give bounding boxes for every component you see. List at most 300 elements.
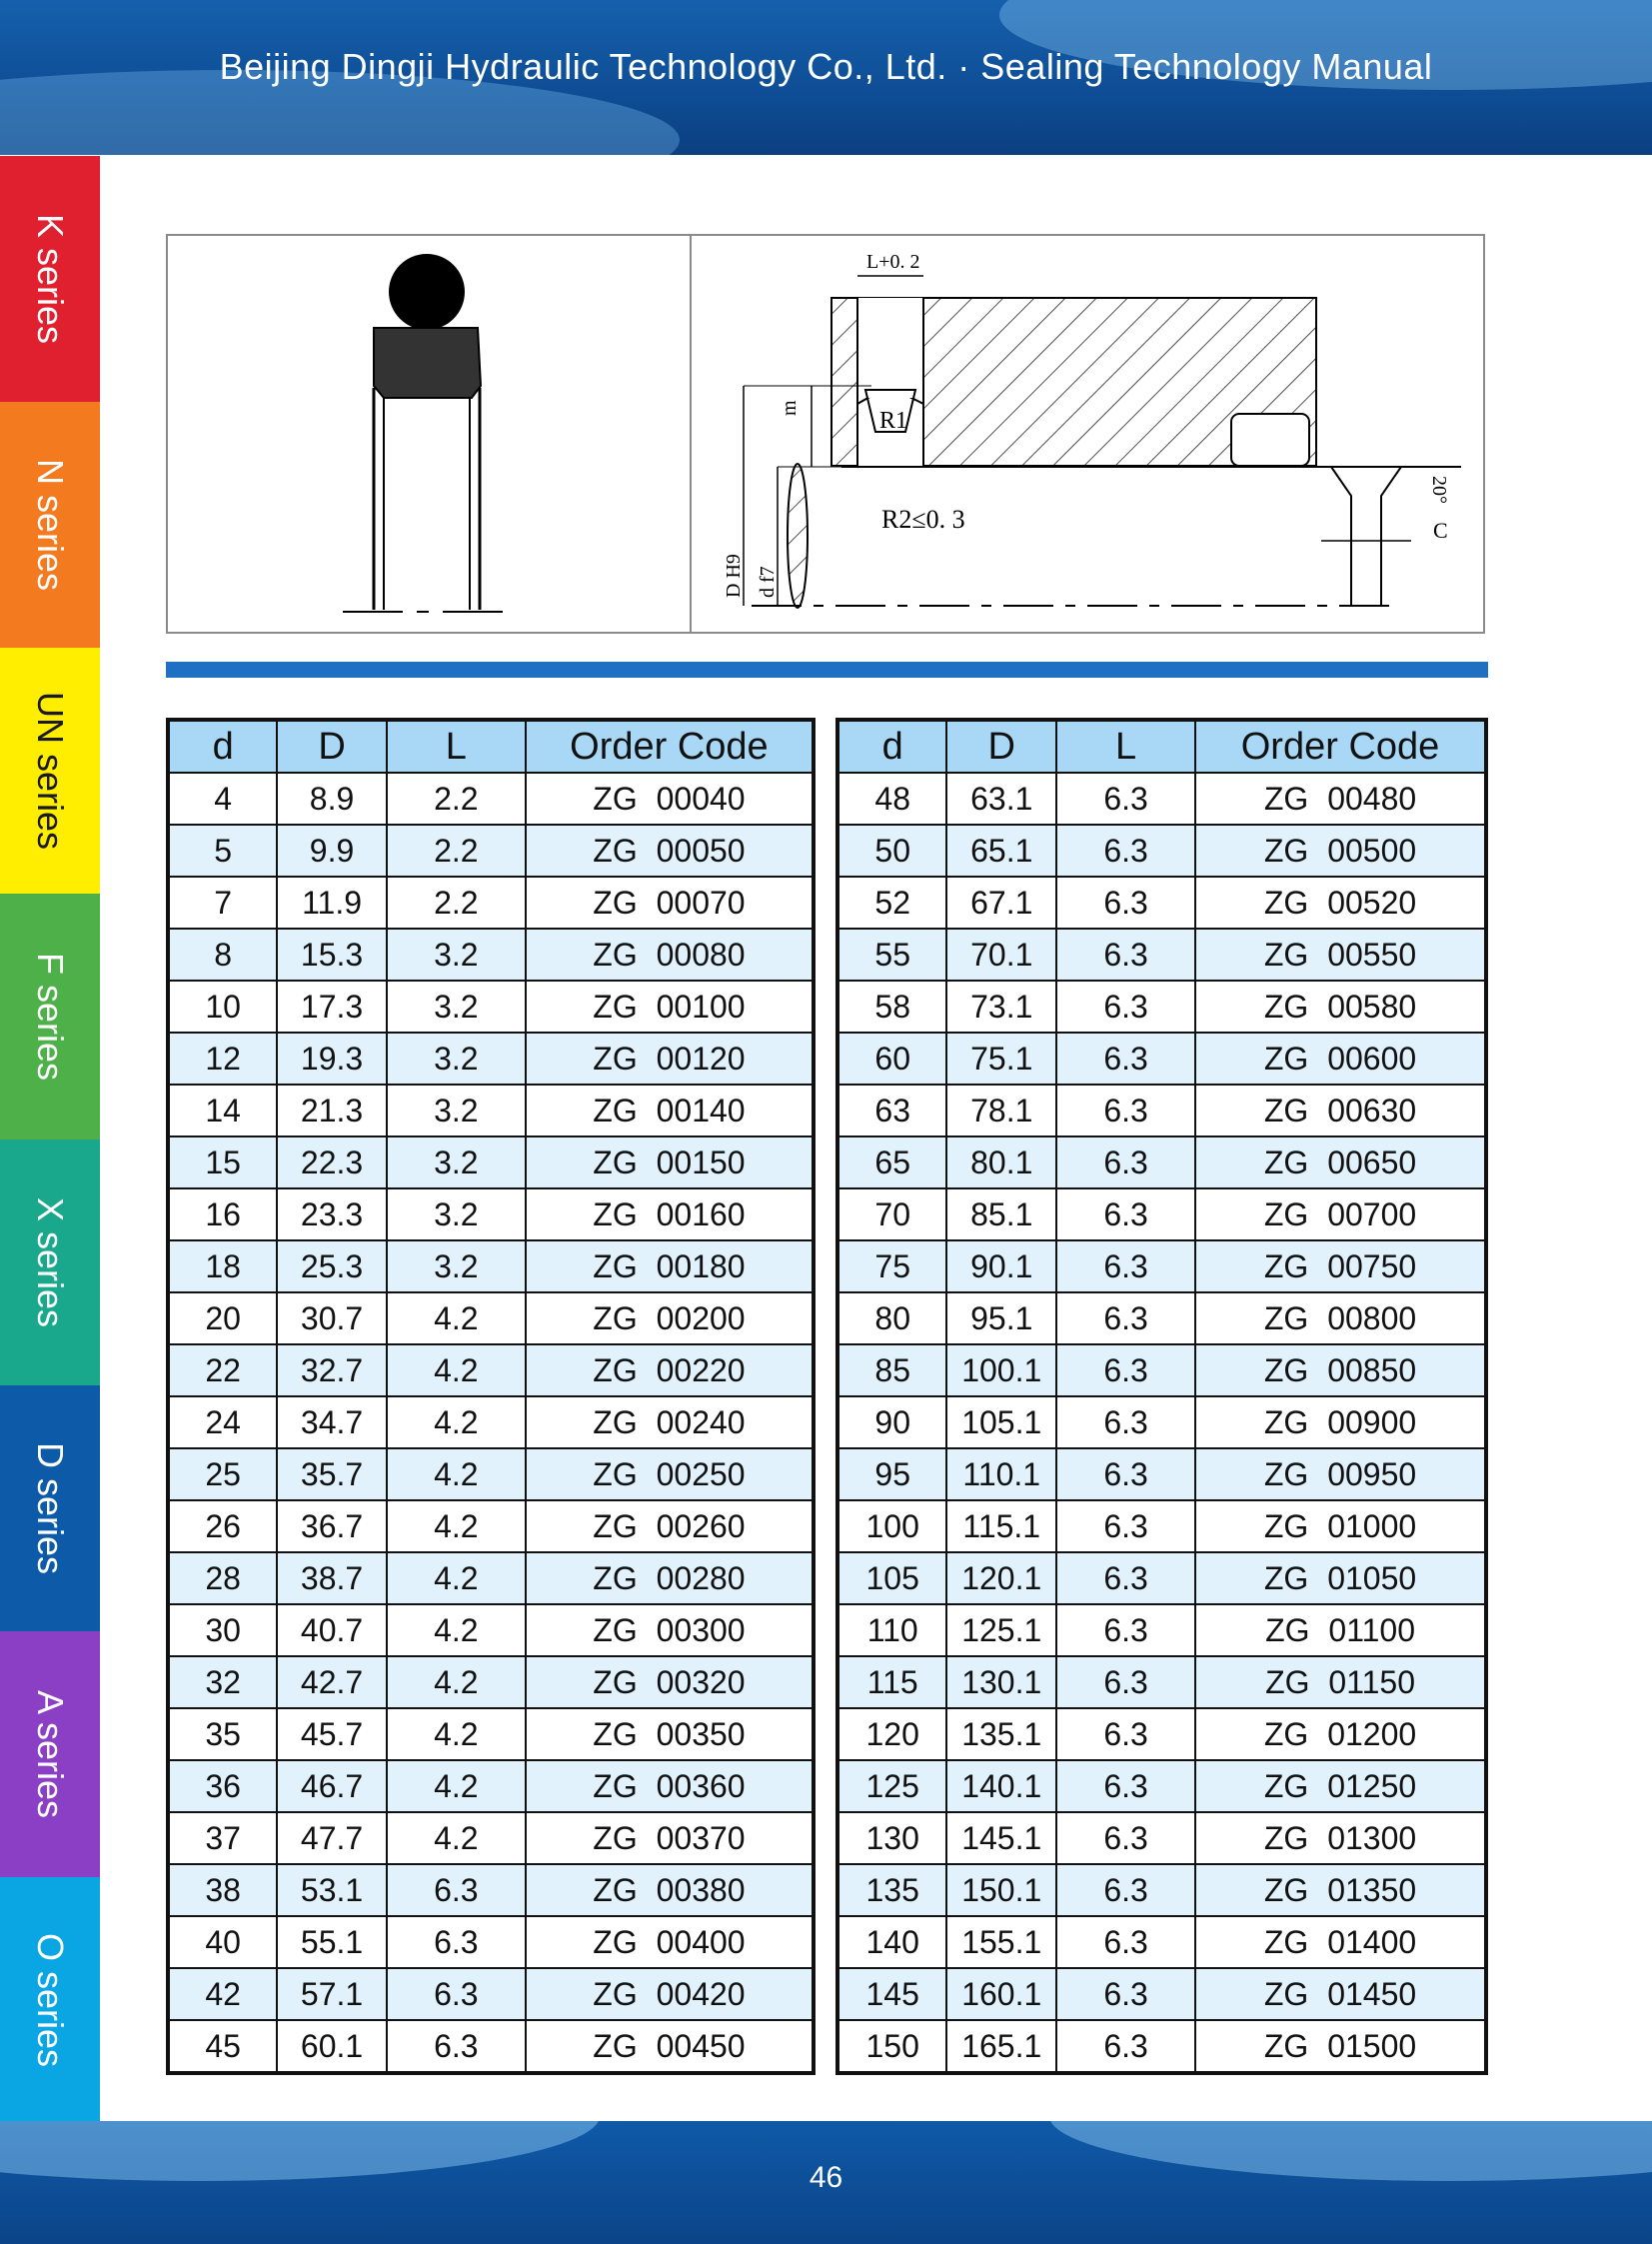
cell-order-code: ZG 00100 [526,981,814,1033]
header-D: D [946,720,1056,773]
table-row [837,2020,1486,2073]
cell-d: 38 [168,1864,277,1916]
cell-order-code: ZG 01350 [1195,1864,1486,1916]
table-row [168,773,814,825]
table-row [837,1033,1486,1085]
groove-drawing [692,236,1483,632]
cell-L: 6.3 [387,2020,526,2073]
cell-d: 85 [837,1344,946,1396]
chamfer [1331,467,1401,606]
seal-profile-drawing [168,236,688,632]
page-number: 46 [809,2161,843,2194]
cell-D: 155.1 [946,1916,1056,1968]
cell-order-code: ZG 00420 [526,1968,814,2020]
rod-section [788,464,808,608]
cell-d: 125 [837,1760,946,1812]
cell-d: 25 [168,1448,277,1500]
cell-L: 6.3 [1056,1604,1195,1656]
dimensions-table-right [835,718,1488,2075]
cell-order-code: ZG 00370 [526,1812,814,1864]
groove-slot [857,298,923,398]
series-tab[interactable] [0,1139,100,1385]
label-R1: R1 [879,408,908,434]
table-row [837,1968,1486,2020]
table-row [168,1344,814,1396]
header-d: d [837,720,946,773]
table-row [168,1448,814,1500]
cell-D: 110.1 [946,1448,1056,1500]
cell-D: 45.7 [277,1708,387,1760]
table-row [168,1292,814,1344]
cell-L: 6.3 [1056,1085,1195,1136]
cell-D: 46.7 [277,1760,387,1812]
cell-L: 6.3 [1056,2020,1195,2073]
cell-L: 2.2 [387,773,526,825]
table-row [168,1916,814,1968]
cell-d: 42 [168,1968,277,2020]
cell-L: 2.2 [387,825,526,877]
cell-L: 6.3 [1056,1656,1195,1708]
header-order-code: Order Code [1195,720,1486,773]
cell-D: 140.1 [946,1760,1056,1812]
cell-D: 150.1 [946,1864,1056,1916]
cell-L: 6.3 [1056,1396,1195,1448]
cell-d: 12 [168,1033,277,1085]
header-d: d [168,720,277,773]
cell-L: 6.3 [1056,1916,1195,1968]
second-groove [1231,414,1309,466]
cell-D: 130.1 [946,1656,1056,1708]
cell-order-code: ZG 00160 [526,1188,814,1240]
cell-d: 60 [837,1033,946,1085]
series-tab-label: X series [30,1196,72,1328]
seal-diagram [166,234,1485,634]
cell-L: 3.2 [387,1188,526,1240]
label-R2: R2≤0. 3 [881,505,965,534]
header-title: Beijing Dingji Hydraulic Technology Co., Ltd. · Sealing Technology Manual [219,46,1433,87]
cell-D: 115.1 [946,1500,1056,1552]
cell-d: 65 [837,1136,946,1188]
cell-D: 21.3 [277,1085,387,1136]
cell-order-code: ZG 00200 [526,1292,814,1344]
cell-L: 6.3 [1056,1968,1195,2020]
table-row [837,1708,1486,1760]
seal-ring-section [374,328,481,398]
section-divider-bar [166,662,1488,678]
table-row [837,1448,1486,1500]
table-row [168,877,814,929]
table-row [168,1188,814,1240]
cell-order-code: ZG 00520 [1195,877,1486,929]
cell-L: 2.2 [387,877,526,929]
cell-L: 4.2 [387,1708,526,1760]
header-D: D [277,720,387,773]
table-row [168,825,814,877]
cell-D: 85.1 [946,1188,1056,1240]
cell-D: 60.1 [277,2020,387,2073]
page-header [0,0,1652,155]
cell-D: 105.1 [946,1396,1056,1448]
cell-d: 120 [837,1708,946,1760]
cell-d: 10 [168,981,277,1033]
cell-D: 67.1 [946,877,1056,929]
series-tab-label: UN series [30,691,71,851]
cell-D: 11.9 [277,877,387,929]
table-row [837,1240,1486,1292]
cell-order-code: ZG 01000 [1195,1500,1486,1552]
cell-d: 30 [168,1604,277,1656]
cell-order-code: ZG 00380 [526,1864,814,1916]
table-row [837,1292,1486,1344]
table-row [168,929,814,981]
table-row [837,1760,1486,1812]
table-row [837,877,1486,929]
cell-d: 140 [837,1916,946,1968]
table-row [168,981,814,1033]
cell-L: 6.3 [1056,981,1195,1033]
cell-L: 6.3 [1056,1188,1195,1240]
cell-order-code: ZG 01500 [1195,2020,1486,2073]
cell-order-code: ZG 01150 [1195,1656,1486,1708]
cell-order-code: ZG 00050 [526,825,814,877]
table-row [168,1708,814,1760]
cell-order-code: ZG 00220 [526,1344,814,1396]
cell-L: 6.3 [387,1916,526,1968]
cell-d: 100 [837,1500,946,1552]
cell-d: 14 [168,1085,277,1136]
table-row [837,1344,1486,1396]
cell-order-code: ZG 00550 [1195,929,1486,981]
cell-L: 6.3 [1056,1708,1195,1760]
cell-D: 38.7 [277,1552,387,1604]
series-tab[interactable] [0,402,100,648]
table-row [837,1500,1486,1552]
cell-L: 6.3 [1056,1500,1195,1552]
cell-d: 135 [837,1864,946,1916]
cell-D: 100.1 [946,1344,1056,1396]
cell-order-code: ZG 00070 [526,877,814,929]
cell-L: 4.2 [387,1656,526,1708]
cell-order-code: ZG 00040 [526,773,814,825]
cell-order-code: ZG 00630 [1195,1085,1486,1136]
cell-order-code: ZG 00950 [1195,1448,1486,1500]
cell-order-code: ZG 00580 [1195,981,1486,1033]
cell-D: 95.1 [946,1292,1056,1344]
table-row [837,1604,1486,1656]
cell-order-code: ZG 00180 [526,1240,814,1292]
cell-d: 63 [837,1085,946,1136]
cell-D: 32.7 [277,1344,387,1396]
series-tab-label: K series [30,213,72,345]
table-row [837,1136,1486,1188]
series-tab[interactable] [0,1877,100,2123]
table-row [837,929,1486,981]
cell-D: 34.7 [277,1396,387,1448]
cell-d: 90 [837,1396,946,1448]
cell-L: 6.3 [1056,929,1195,981]
cell-D: 35.7 [277,1448,387,1500]
cell-order-code: ZG 01200 [1195,1708,1486,1760]
cell-L: 4.2 [387,1604,526,1656]
table-row [837,1552,1486,1604]
cell-order-code: ZG 00700 [1195,1188,1486,1240]
cell-L: 6.3 [1056,825,1195,877]
table-row [168,1085,814,1136]
cell-D: 70.1 [946,929,1056,981]
cell-D: 165.1 [946,2020,1056,2073]
cell-order-code: ZG 00900 [1195,1396,1486,1448]
cell-D: 75.1 [946,1033,1056,1085]
cell-D: 23.3 [277,1188,387,1240]
series-tab[interactable] [0,156,100,402]
series-tab-label: A series [30,1689,71,1819]
cell-order-code: ZG 00360 [526,1760,814,1812]
cell-order-code: ZG 00350 [526,1708,814,1760]
cell-d: 26 [168,1500,277,1552]
table-row [837,1085,1486,1136]
table-row [168,1240,814,1292]
cell-L: 6.3 [1056,1864,1195,1916]
cell-order-code: ZG 00280 [526,1552,814,1604]
cell-D: 22.3 [277,1136,387,1188]
cell-d: 75 [837,1240,946,1292]
cell-d: 95 [837,1448,946,1500]
cell-d: 18 [168,1240,277,1292]
cell-d: 115 [837,1656,946,1708]
cell-d: 105 [837,1552,946,1604]
cell-d: 48 [837,773,946,825]
series-tab[interactable] [0,648,100,894]
cell-d: 35 [168,1708,277,1760]
cell-L: 6.3 [1056,1344,1195,1396]
series-tab[interactable] [0,1631,100,1877]
cell-d: 130 [837,1812,946,1864]
table-row [168,1604,814,1656]
table-row [837,1188,1486,1240]
cell-order-code: ZG 00480 [1195,773,1486,825]
cell-d: 28 [168,1552,277,1604]
label-L: L+0. 2 [866,251,920,273]
cell-D: 40.7 [277,1604,387,1656]
table-row [837,1812,1486,1864]
cell-L: 6.3 [1056,877,1195,929]
series-tab-label: O series [30,1932,72,2068]
cell-D: 55.1 [277,1916,387,1968]
table-row [837,1656,1486,1708]
table-row [168,1760,814,1812]
cell-L: 6.3 [1056,773,1195,825]
cell-d: 55 [837,929,946,981]
table-header-row [837,720,1486,773]
cell-order-code: ZG 00120 [526,1033,814,1085]
cell-L: 4.2 [387,1500,526,1552]
cell-d: 16 [168,1188,277,1240]
table-row [837,1396,1486,1448]
page-footer [0,2121,1652,2244]
cell-L: 3.2 [387,1240,526,1292]
table-row [168,1968,814,2020]
cell-D: 19.3 [277,1033,387,1085]
label-m: m [779,400,801,416]
cell-d: 37 [168,1812,277,1864]
table-row [837,773,1486,825]
series-tab-label: F series [30,952,71,1082]
table-row [168,1656,814,1708]
cell-L: 4.2 [387,1344,526,1396]
table-row [168,1864,814,1916]
cell-L: 6.3 [1056,1240,1195,1292]
cell-L: 6.3 [1056,1760,1195,1812]
cell-L: 3.2 [387,981,526,1033]
table-row [837,981,1486,1033]
cell-D: 80.1 [946,1136,1056,1188]
table-row [168,1136,814,1188]
cell-order-code: ZG 00500 [1195,825,1486,877]
cell-d: 58 [837,981,946,1033]
cell-D: 9.9 [277,825,387,877]
cell-L: 6.3 [1056,1292,1195,1344]
cell-order-code: ZG 00320 [526,1656,814,1708]
series-tab-label: D series [30,1441,71,1575]
table-row [837,1864,1486,1916]
cell-D: 47.7 [277,1812,387,1864]
cell-D: 120.1 [946,1552,1056,1604]
cell-order-code: ZG 00250 [526,1448,814,1500]
cell-L: 6.3 [387,1864,526,1916]
cell-L: 4.2 [387,1552,526,1604]
cell-order-code: ZG 01450 [1195,1968,1486,2020]
cell-D: 145.1 [946,1812,1056,1864]
cell-d: 8 [168,929,277,981]
cell-L: 4.2 [387,1396,526,1448]
cell-d: 52 [837,877,946,929]
cell-D: 78.1 [946,1085,1056,1136]
cell-d: 4 [168,773,277,825]
table-row [837,825,1486,877]
table-header-row [168,720,814,773]
header-L: L [387,720,526,773]
cell-L: 4.2 [387,1292,526,1344]
series-tabs [0,156,100,2121]
cell-order-code: ZG 01250 [1195,1760,1486,1812]
cell-order-code: ZG 00140 [526,1085,814,1136]
cell-order-code: ZG 00750 [1195,1240,1486,1292]
cell-order-code: ZG 00450 [526,2020,814,2073]
cell-D: 42.7 [277,1656,387,1708]
series-tab-label: N series [30,458,71,592]
series-tab[interactable] [0,894,100,1139]
label-angle: 20° [1428,476,1450,504]
cell-D: 135.1 [946,1708,1056,1760]
cell-L: 6.3 [1056,1552,1195,1604]
cell-D: 17.3 [277,981,387,1033]
cell-d: 45 [168,2020,277,2073]
cell-order-code: ZG 00600 [1195,1033,1486,1085]
cell-L: 6.3 [1056,1136,1195,1188]
cell-L: 3.2 [387,1136,526,1188]
cell-D: 15.3 [277,929,387,981]
cell-L: 6.3 [1056,1812,1195,1864]
cell-L: 6.3 [387,1968,526,2020]
cell-L: 4.2 [387,1812,526,1864]
cell-d: 15 [168,1136,277,1188]
cell-D: 65.1 [946,825,1056,877]
cell-order-code: ZG 00800 [1195,1292,1486,1344]
cell-d: 110 [837,1604,946,1656]
cell-D: 25.3 [277,1240,387,1292]
cell-d: 40 [168,1916,277,1968]
cell-order-code: ZG 01300 [1195,1812,1486,1864]
cell-D: 125.1 [946,1604,1056,1656]
cell-L: 3.2 [387,1085,526,1136]
table-row [168,1500,814,1552]
cell-d: 145 [837,1968,946,2020]
label-C: C [1433,518,1448,543]
series-tab[interactable] [0,1385,100,1631]
header-L: L [1056,720,1195,773]
cell-d: 20 [168,1292,277,1344]
cell-D: 63.1 [946,773,1056,825]
cell-d: 32 [168,1656,277,1708]
header-order-code: Order Code [526,720,814,773]
table-row [168,1396,814,1448]
cell-d: 22 [168,1344,277,1396]
cell-L: 6.3 [1056,1033,1195,1085]
cell-d: 150 [837,2020,946,2073]
table-row [837,1916,1486,1968]
cell-order-code: ZG 01400 [1195,1916,1486,1968]
cell-d: 36 [168,1760,277,1812]
cell-order-code: ZG 00240 [526,1396,814,1448]
cell-order-code: ZG 00650 [1195,1136,1486,1188]
cell-L: 3.2 [387,929,526,981]
cell-order-code: ZG 00150 [526,1136,814,1188]
cell-D: 57.1 [277,1968,387,2020]
cell-order-code: ZG 00850 [1195,1344,1486,1396]
cell-order-code: ZG 01100 [1195,1604,1486,1656]
cell-D: 8.9 [277,773,387,825]
table-row [168,2020,814,2073]
cell-D: 73.1 [946,981,1056,1033]
cell-D: 53.1 [277,1864,387,1916]
cell-order-code: ZG 00400 [526,1916,814,1968]
cell-order-code: ZG 01050 [1195,1552,1486,1604]
dimensions-table-left [166,718,816,2075]
cell-d: 24 [168,1396,277,1448]
cell-order-code: ZG 00260 [526,1500,814,1552]
cell-d: 7 [168,877,277,929]
cell-order-code: ZG 00300 [526,1604,814,1656]
cell-d: 70 [837,1188,946,1240]
cell-L: 3.2 [387,1033,526,1085]
table-row [168,1812,814,1864]
cell-d: 5 [168,825,277,877]
cell-D: 90.1 [946,1240,1056,1292]
cell-d: 80 [837,1292,946,1344]
cell-L: 4.2 [387,1448,526,1500]
label-D: D H9 [723,554,745,598]
cell-D: 30.7 [277,1292,387,1344]
table-row [168,1033,814,1085]
cell-L: 6.3 [1056,1448,1195,1500]
cell-order-code: ZG 00080 [526,929,814,981]
cell-L: 4.2 [387,1760,526,1812]
cell-D: 36.7 [277,1500,387,1552]
cell-d: 50 [837,825,946,877]
o-ring-section [389,254,465,330]
table-row [168,1552,814,1604]
cell-D: 160.1 [946,1968,1056,2020]
